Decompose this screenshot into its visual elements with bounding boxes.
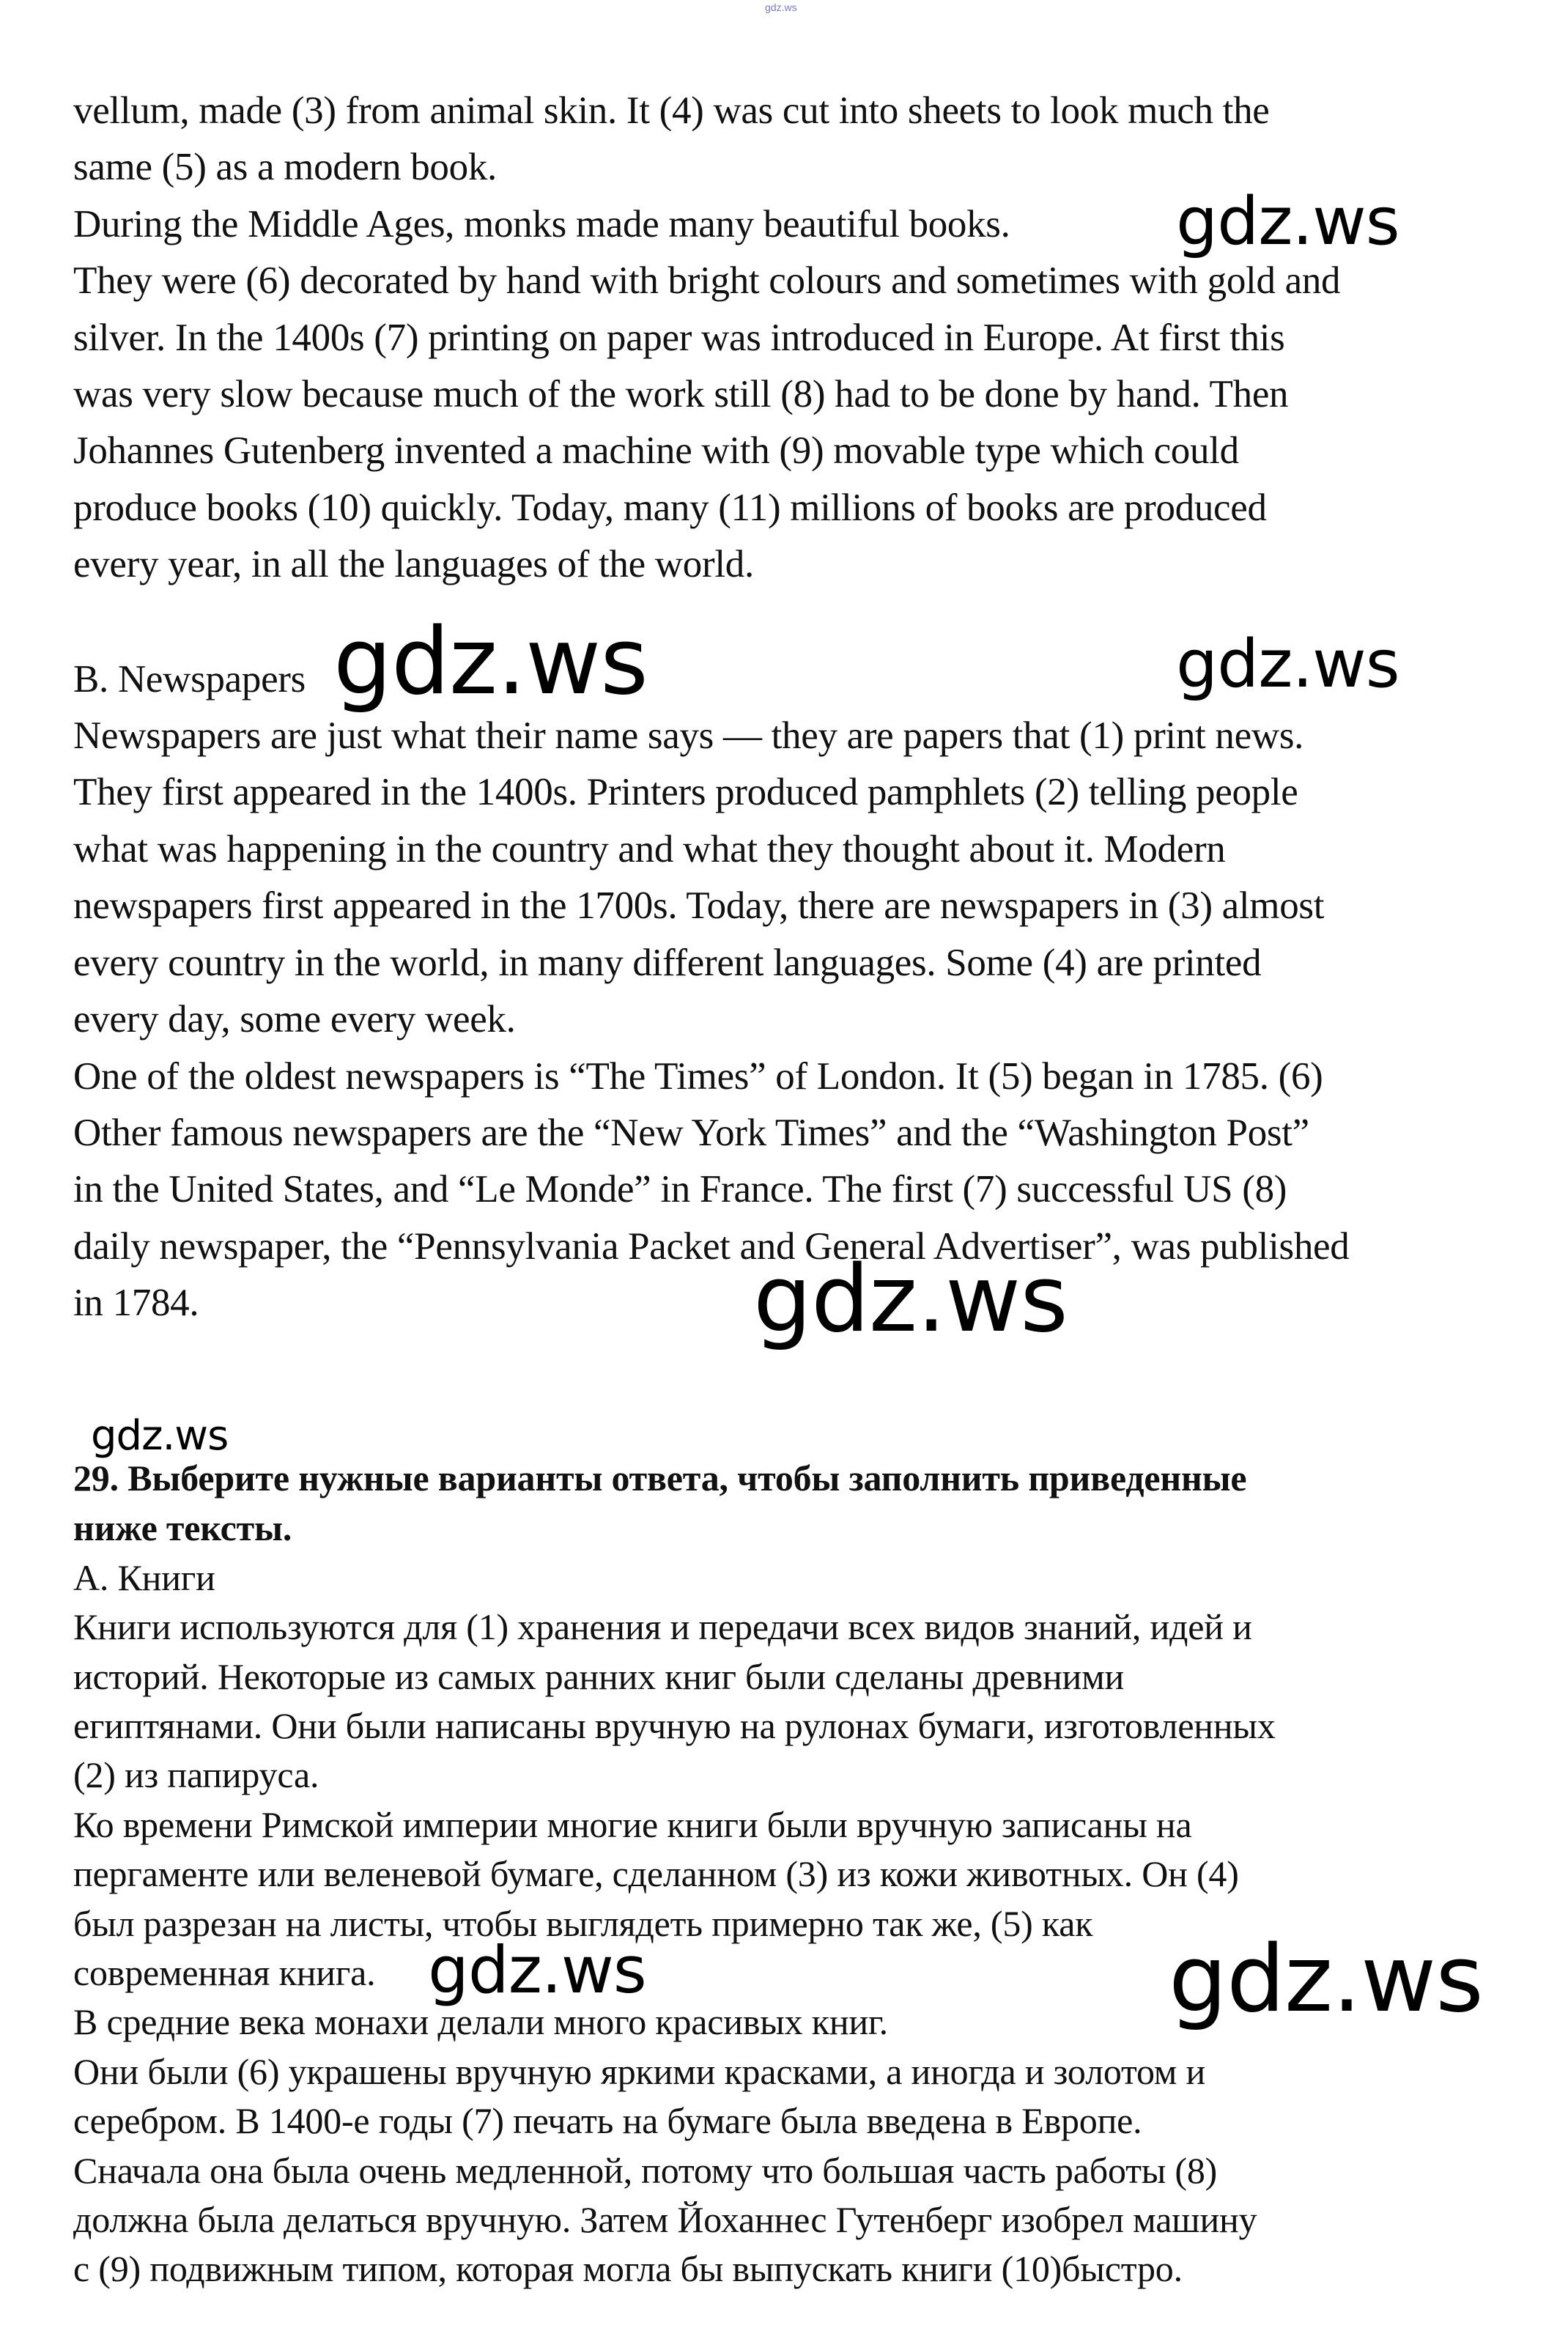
text-line: daily newspaper, the “Pennsylvania Packet and General Advertiser”, was published bbox=[73, 1225, 1350, 1268]
watermark: gdz.ws bbox=[1176, 183, 1399, 260]
text-line: same (5) as a modern book. bbox=[73, 146, 497, 188]
text-line: newspapers first appeared in the 1700s. Today, there are newspapers in (3) almost bbox=[73, 884, 1325, 927]
text-line: Книги используются для (1) хранения и передачи всех видов знаний, идей и bbox=[73, 1606, 1252, 1647]
text-line: in 1784. bbox=[73, 1282, 199, 1324]
text-line: современная книга. bbox=[73, 1952, 376, 1993]
exercise-title-cont: ниже тексты. bbox=[73, 1507, 292, 1548]
text-line: египтянами. Они были написаны вручную на рулонах бумаги, изготовленных bbox=[73, 1705, 1276, 1746]
text-line: Newspapers are just what their name says — they are papers that (1) print news. bbox=[73, 714, 1304, 757]
watermark: gdz.ws bbox=[91, 1412, 229, 1460]
text-line: produce books (10) quickly. Today, many (11) millions of books are produced bbox=[73, 487, 1267, 529]
header-watermark: gdz.ws bbox=[765, 1, 797, 13]
text-line: what was happening in the country and what they thought about it. Modern bbox=[73, 828, 1226, 871]
text-line: was very slow because much of the work still (8) had to be done by hand. Then bbox=[73, 373, 1289, 415]
text-line: silver. In the 1400s (7) printing on paper was introduced in Europe. At first this bbox=[73, 317, 1285, 359]
text-line: every year, in all the languages of the world. bbox=[73, 543, 754, 585]
watermark: gdz.ws bbox=[1169, 1925, 1483, 2033]
text-line: every country in the world, in many different languages. Some (4) are printed bbox=[73, 942, 1262, 984]
text-line: They were (6) decorated by hand with bright colours and sometimes with gold and bbox=[73, 259, 1341, 302]
text-line: Other famous newspapers are the “New York Times” and the “Washington Post” bbox=[73, 1112, 1309, 1154]
text-line: пергаменте или веленевой бумаге, сделанном (3) из кожи животных. Он (4) bbox=[73, 1853, 1239, 1894]
exercise-title: 29. Выберите нужные варианты ответа, чтобы заполнить приведенные bbox=[73, 1457, 1247, 1499]
section-heading: А. Книги bbox=[73, 1557, 215, 1598]
text-line: Сначала она была очень медленной, потому что большая часть работы (8) bbox=[73, 2150, 1218, 2191]
text-line: историй. Некоторые из самых ранних книг были сделаны древними bbox=[73, 1656, 1125, 1697]
text-line: every day, some every week. bbox=[73, 998, 516, 1041]
text-line: с (9) подвижным типом, которая могла бы выпускать книги (10)быстро. bbox=[73, 2248, 1183, 2289]
watermark: gdz.ws bbox=[1176, 626, 1399, 703]
watermark: gdz.ws bbox=[333, 607, 648, 715]
text-line: был разрезан на листы, чтобы выглядеть примерно так же, (5) как bbox=[73, 1903, 1093, 1944]
text-line: One of the oldest newspapers is “The Times” of London. It (5) began in 1785. (6) bbox=[73, 1055, 1323, 1098]
text-line: Johannes Gutenberg invented a machine with (9) movable type which could bbox=[73, 429, 1239, 472]
watermark: gdz.ws bbox=[428, 1932, 646, 2008]
text-line: During the Middle Ages, monks made many beautiful books. bbox=[73, 203, 1010, 245]
text-line: Они были (6) украшены вручную яркими красками, а иногда и золотом и bbox=[73, 2051, 1206, 2092]
section-heading: B. Newspapers bbox=[73, 658, 306, 701]
text-line: (2) из папируса. bbox=[73, 1754, 319, 1795]
text-line: В средние века монахи делали много красивых книг. bbox=[73, 2001, 888, 2042]
text-line: Ко времени Римской империи многие книги были вручную записаны на bbox=[73, 1804, 1192, 1845]
text-line: серебром. В 1400-е годы (7) печать на бумаге была введена в Европе. bbox=[73, 2100, 1142, 2141]
text-line: vellum, made (3) from animal skin. It (4) was cut into sheets to look much the bbox=[73, 89, 1270, 132]
text-line: должна была делаться вручную. Затем Йоханнес Гутенберг изобрел машину bbox=[73, 2199, 1257, 2240]
text-line: They first appeared in the 1400s. Printers produced pamphlets (2) telling people bbox=[73, 771, 1298, 813]
text-line: in the United States, and “Le Monde” in France. The first (7) successful US (8) bbox=[73, 1168, 1287, 1211]
watermark: gdz.ws bbox=[753, 1245, 1068, 1353]
